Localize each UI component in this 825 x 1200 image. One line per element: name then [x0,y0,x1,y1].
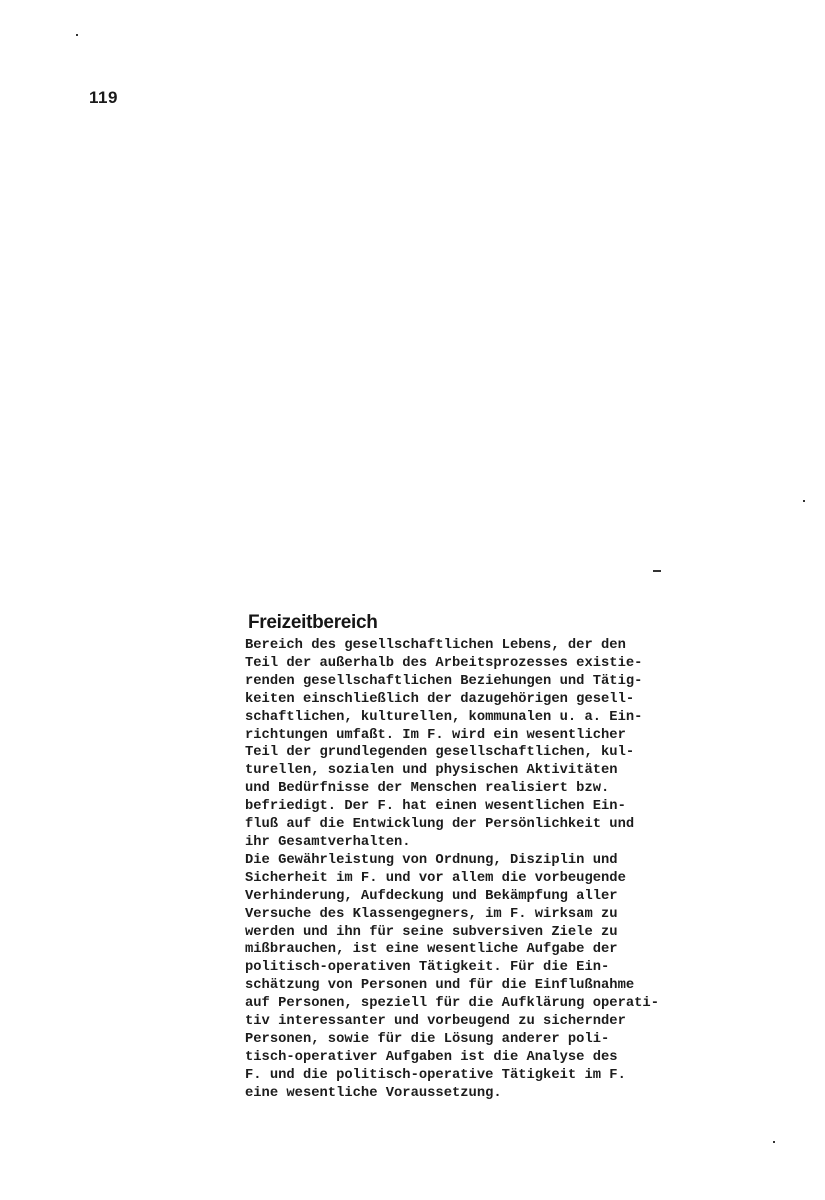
entry-line: tiv interessanter und vorbeugend zu sichernder [245,1014,626,1030]
entry-line: werden und ihn für seine subversiven Ziele zu [245,924,618,940]
entry-line: befriedigt. Der F. hat einen wesentlichen Ein- [245,799,626,815]
entry-line: tisch-operativer Aufgaben ist die Analyse des [245,1049,618,1065]
entry-line: Verhinderung, Aufdeckung und Bekämpfung aller [245,888,618,904]
entry-line: ihr Gesamtverhalten. [245,834,411,850]
entry-line: F. und die politisch-operative Tätigkeit im F. [245,1067,626,1083]
entry-line: schätzung von Personen und für die Einflußnahme [245,978,635,994]
entry-line: Sicherheit im F. und vor allem die vorbeugende [245,870,626,886]
entry-line: auf Personen, speziell für die Aufklärung operati- [245,996,659,1012]
page-number: 119 [89,88,118,107]
entry-line: turellen, sozialen und physischen Aktivitäten [245,763,618,779]
scan-speck [803,500,805,502]
entry-line: schaftlichen, kulturellen, kommunalen u. a. Ein- [245,709,643,725]
entry-line: Die Gewährleistung von Ordnung, Disziplin und [245,852,618,868]
entry-line: Personen, sowie für die Lösung anderer poli- [245,1031,610,1047]
entry-line: Bereich des gesellschaftlichen Lebens, der den [245,638,626,653]
entry-line: Teil der außerhalb des Arbeitsprozesses existie- [245,655,643,671]
glossary-entry [245,612,745,1103]
entry-line: Versuche des Klassengegners, im F. wirksam zu [245,906,618,922]
entry-line: renden gesellschaftlichen Beziehungen und Tätig- [245,673,643,689]
entry-line: fluß auf die Entwicklung der Persönlichkeit und [245,817,635,833]
entry-line: richtungen umfaßt. Im F. wird ein wesentlicher [245,727,626,743]
entry-line: mißbrauchen, ist eine wesentliche Aufgabe der [245,942,618,958]
entry-line: eine wesentliche Voraussetzung. [245,1085,502,1101]
entry-heading: Freizeitbereich [248,612,378,633]
entry-line: und Bedürfnisse der Menschen realisiert bzw. [245,781,610,797]
entry-body [245,637,745,1103]
scan-speck [653,570,661,572]
entry-line: Teil der grundlegenden gesellschaftlichen, kul- [245,745,635,761]
scan-speck [773,1141,775,1143]
entry-line: politisch-operativen Tätigkeit. Für die Ein- [245,960,610,976]
entry-line: keiten einschließlich der dazugehörigen gesell- [245,691,635,707]
scan-speck [76,34,78,36]
